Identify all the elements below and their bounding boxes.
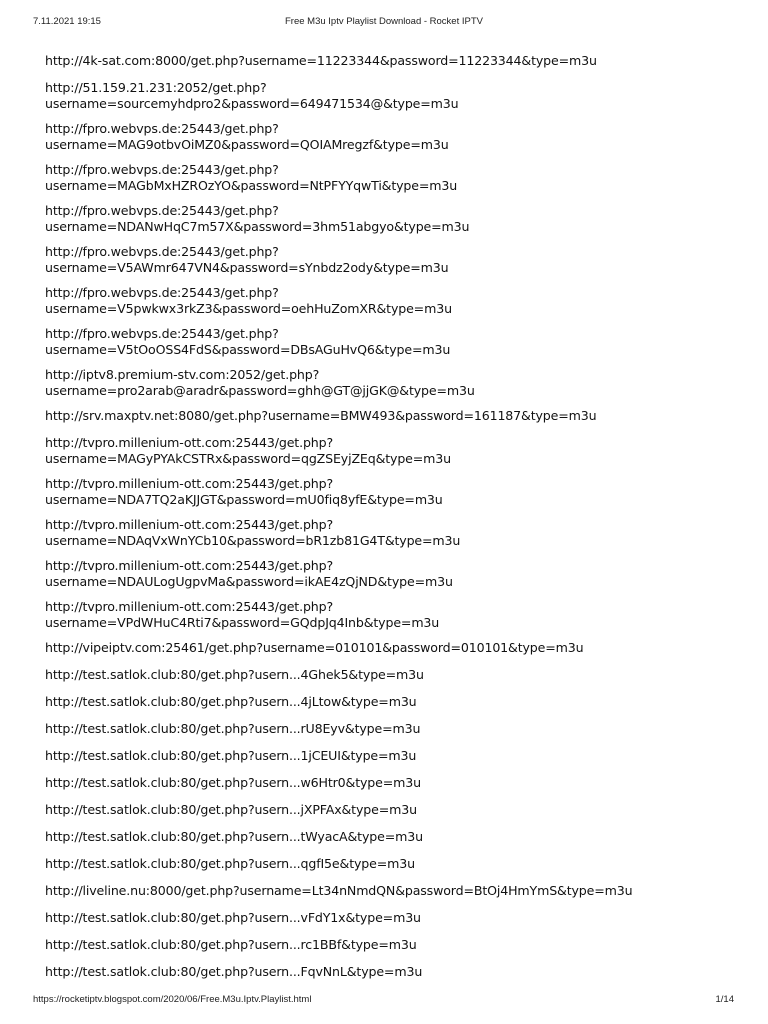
playlist-url[interactable]: http://test.satlok.club:80/get.php?usern...tWyacA&type=m3u: [45, 829, 423, 844]
playlist-url[interactable]: http://fpro.webvps.de:25443/get.php? username=V5pwkwx3rkZ3&password=oehHuZomXR&type=m3u: [45, 285, 452, 316]
playlist-url[interactable]: http://tvpro.millenium-ott.com:25443/get.php? username=NDA7TQ2aKJJGT&password=mU0fiq8yfE&type=m3u: [45, 476, 443, 507]
playlist-url[interactable]: http://test.satlok.club:80/get.php?usern...vFdY1x&type=m3u: [45, 910, 421, 925]
playlist-url[interactable]: http://test.satlok.club:80/get.php?usern...rU8Eyv&type=m3u: [45, 721, 421, 736]
playlist-url[interactable]: http://51.159.21.231:2052/get.php? username=sourcemyhdpro2&password=649471534@&type=m3u: [45, 80, 459, 111]
playlist-url[interactable]: http://fpro.webvps.de:25443/get.php? username=MAGbMxHZROzYO&password=NtPFYYqwTi&type=m3u: [45, 162, 458, 193]
playlist-url[interactable]: http://test.satlok.club:80/get.php?usern...4jLtow&type=m3u: [45, 694, 417, 709]
playlist-url[interactable]: http://4k-sat.com:8000/get.php?username=11223344&password=11223344&type=m3u: [45, 53, 597, 68]
print-footer: [0, 994, 768, 1008]
playlist-url[interactable]: http://tvpro.millenium-ott.com:25443/get.php? username=NDAULogUgpvMa&password=ikAE4zQjND&type=m3u: [45, 558, 453, 589]
print-timestamp: 7.11.2021 19:15: [33, 16, 101, 27]
playlist-url[interactable]: http://fpro.webvps.de:25443/get.php? username=V5AWmr647VN4&password=sYnbdz2ody&type=m3u: [45, 244, 449, 275]
page-title: Free M3u Iptv Playlist Download - Rocket IPTV: [285, 16, 483, 27]
playlist-url[interactable]: http://test.satlok.club:80/get.php?usern...1jCEUI&type=m3u: [45, 748, 417, 763]
page-number: 1/14: [715, 994, 734, 1005]
playlist-url[interactable]: http://liveline.nu:8000/get.php?username=Lt34nNmdQN&password=BtOj4HmYmS&type=m3u: [45, 883, 633, 898]
playlist-url[interactable]: http://test.satlok.club:80/get.php?usern...qgfI5e&type=m3u: [45, 856, 415, 871]
print-header: [0, 16, 768, 30]
playlist-url[interactable]: http://fpro.webvps.de:25443/get.php? username=V5tOoOSS4FdS&password=DBsAGuHvQ6&type=m3u: [45, 326, 451, 357]
playlist-url[interactable]: http://test.satlok.club:80/get.php?usern...jXPFAx&type=m3u: [45, 802, 417, 817]
playlist-url[interactable]: http://tvpro.millenium-ott.com:25443/get.php? username=NDAqVxWnYCb10&password=bR1zb81G4T&type=m3u: [45, 517, 461, 548]
playlist-url[interactable]: http://test.satlok.club:80/get.php?usern...4Ghek5&type=m3u: [45, 667, 424, 682]
playlist-url-list: [45, 53, 745, 991]
playlist-url[interactable]: http://test.satlok.club:80/get.php?usern...rc1BBf&type=m3u: [45, 937, 417, 952]
playlist-url[interactable]: http://srv.maxptv.net:8080/get.php?username=BMW493&password=161187&type=m3u: [45, 408, 597, 423]
playlist-url[interactable]: http://fpro.webvps.de:25443/get.php? username=MAG9otbvOiMZ0&password=QOIAMregzf&type=m3u: [45, 121, 449, 152]
playlist-url[interactable]: http://iptv8.premium-stv.com:2052/get.php? username=pro2arab@aradr&password=ghh@GT@jjGK@&type=m3u: [45, 367, 475, 398]
playlist-url[interactable]: http://vipeiptv.com:25461/get.php?username=010101&password=010101&type=m3u: [45, 640, 584, 655]
playlist-url[interactable]: http://tvpro.millenium-ott.com:25443/get.php? username=MAGyPYAkCSTRx&password=qgZSEyjZEq&type=m3u: [45, 435, 451, 466]
playlist-url[interactable]: http://fpro.webvps.de:25443/get.php? username=NDANwHqC7m57X&password=3hm51abgyo&type=m3u: [45, 203, 470, 234]
source-url: https://rocketiptv.blogspot.com/2020/06/Free.M3u.Iptv.Playlist.html: [33, 994, 312, 1005]
playlist-url[interactable]: http://test.satlok.club:80/get.php?usern...w6Htr0&type=m3u: [45, 775, 421, 790]
playlist-url[interactable]: http://test.satlok.club:80/get.php?usern...FqvNnL&type=m3u: [45, 964, 423, 979]
playlist-url[interactable]: http://tvpro.millenium-ott.com:25443/get.php? username=VPdWHuC4Rti7&password=GQdpJq4Inb&type=m3u: [45, 599, 440, 630]
